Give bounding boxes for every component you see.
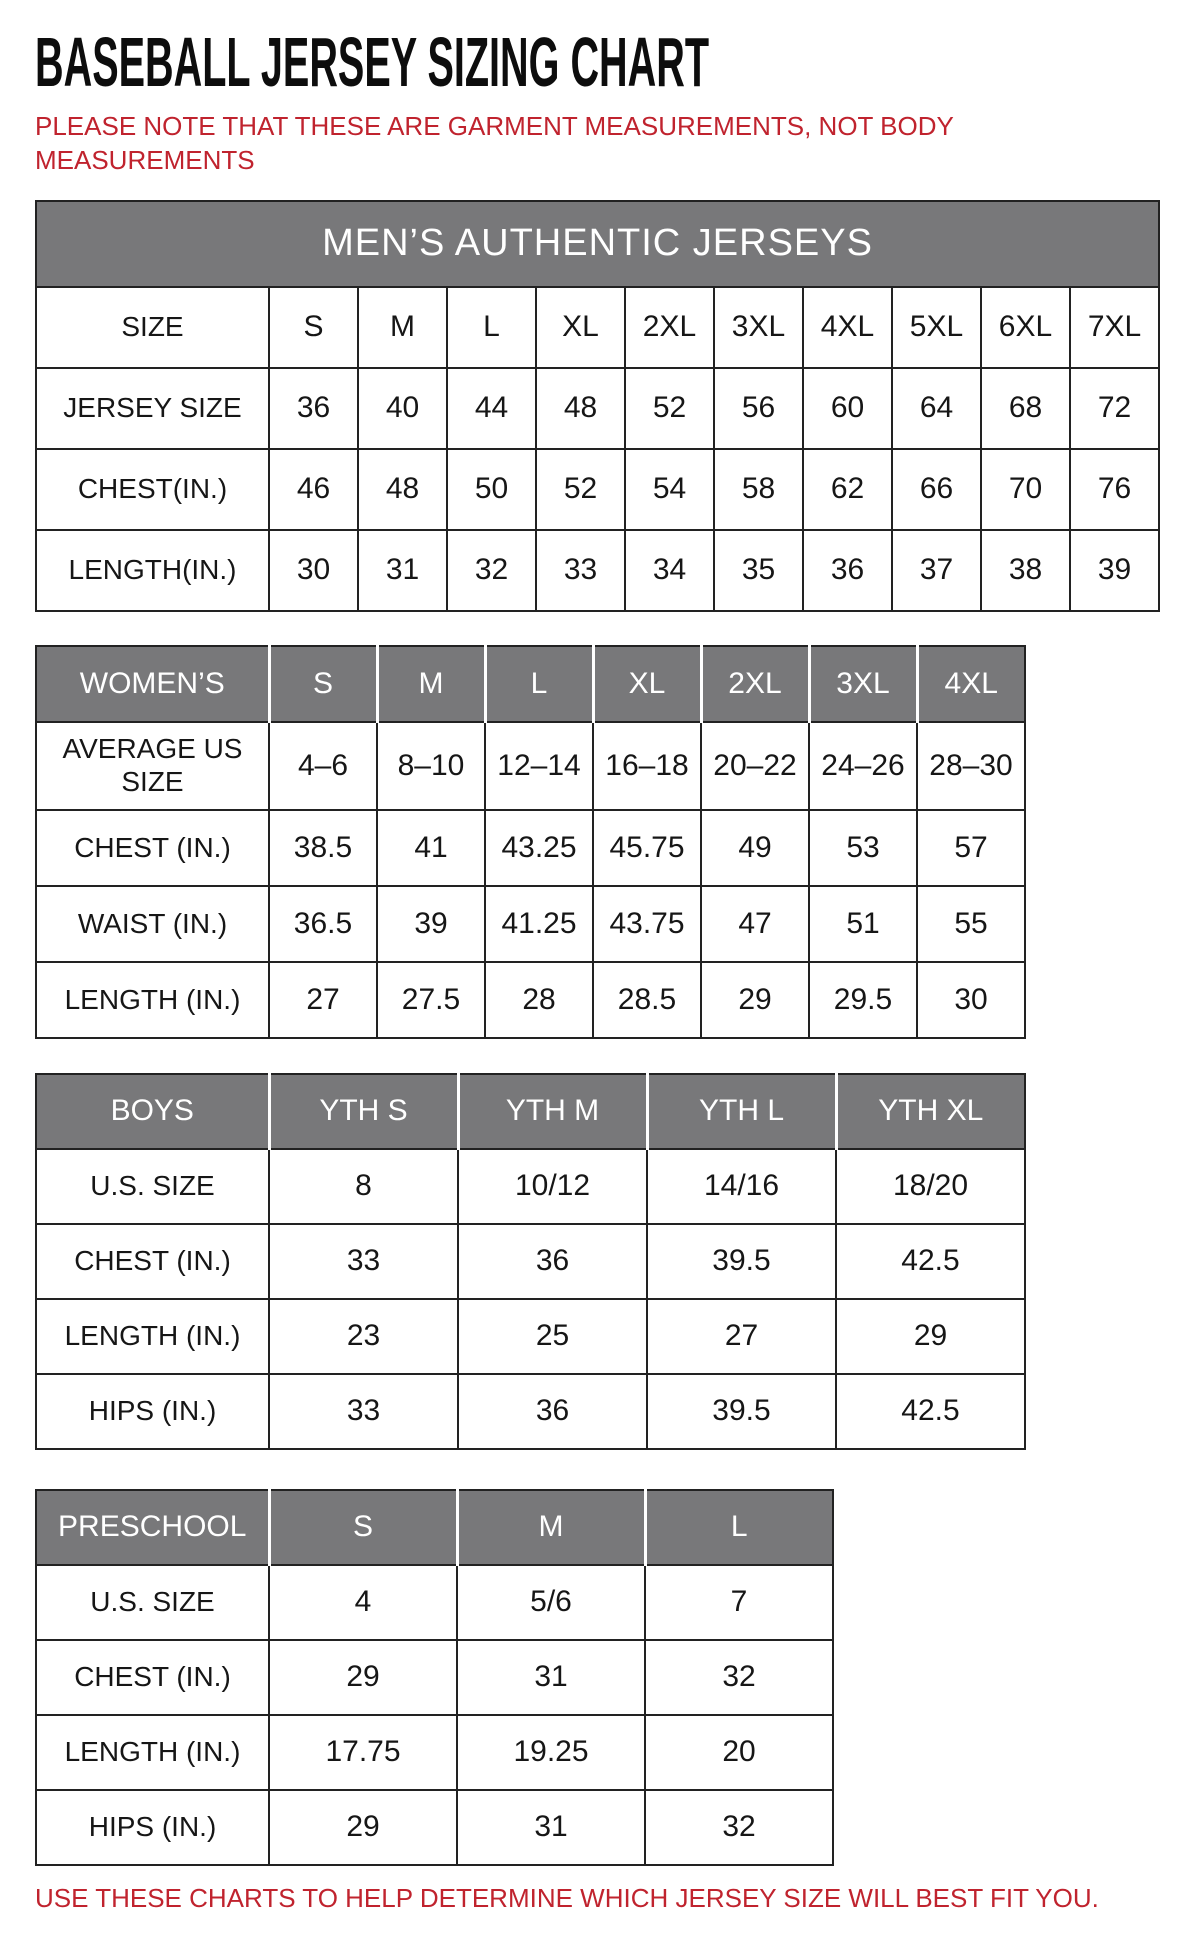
- row-label: CHEST (IN.): [36, 1224, 269, 1299]
- size-value: 35: [714, 530, 803, 611]
- size-value: L: [447, 287, 536, 368]
- size-value: 20: [645, 1715, 833, 1790]
- size-value: 17.75: [269, 1715, 457, 1790]
- size-value: 31: [457, 1790, 645, 1865]
- size-value: 39.5: [647, 1224, 836, 1299]
- size-value: 3XL: [714, 287, 803, 368]
- size-value: 68: [981, 368, 1070, 449]
- table-row: [36, 1640, 833, 1715]
- size-value: 4: [269, 1565, 457, 1640]
- size-value: 40: [358, 368, 447, 449]
- size-value: 33: [269, 1374, 458, 1449]
- size-value: 20–22: [701, 722, 809, 810]
- size-value: 30: [917, 962, 1025, 1038]
- row-label: AVERAGE US SIZE: [36, 722, 269, 810]
- size-value: 55: [917, 886, 1025, 962]
- size-value: 4–6: [269, 722, 377, 810]
- size-value: 4XL: [803, 287, 892, 368]
- garment-measurement-note: PLEASE NOTE THAT THESE ARE GARMENT MEASUREMENTS, NOT BODY MEASUREMENTS: [35, 111, 954, 175]
- table-row: [36, 1224, 1025, 1299]
- size-value: 27: [269, 962, 377, 1038]
- size-value: 38.5: [269, 810, 377, 886]
- table-row: [36, 810, 1025, 886]
- row-label: LENGTH (IN.): [36, 1715, 269, 1790]
- size-value: 27.5: [377, 962, 485, 1038]
- table-row: [36, 1790, 833, 1865]
- size-value: 32: [645, 1640, 833, 1715]
- size-value: 32: [645, 1790, 833, 1865]
- size-value: 48: [536, 368, 625, 449]
- size-value: 28: [485, 962, 593, 1038]
- size-value: 29: [269, 1640, 457, 1715]
- mens-sizing-table: [35, 200, 1160, 612]
- size-value: 25: [458, 1299, 647, 1374]
- size-value: 64: [892, 368, 981, 449]
- size-column-header: YTH S: [269, 1074, 458, 1149]
- page-title-text: BASEBALL JERSEY SIZING CHART: [35, 22, 710, 101]
- size-value: 44: [447, 368, 536, 449]
- size-value: 31: [457, 1640, 645, 1715]
- size-value: 58: [714, 449, 803, 530]
- row-label: U.S. SIZE: [36, 1565, 269, 1640]
- page-title: [35, 22, 1185, 101]
- size-value: 42.5: [836, 1224, 1025, 1299]
- row-label: LENGTH(IN.): [36, 530, 269, 611]
- size-value: 29: [701, 962, 809, 1038]
- boys-sizing-table: [35, 1073, 1026, 1450]
- size-value: 50: [447, 449, 536, 530]
- size-value: 43.25: [485, 810, 593, 886]
- size-column-header: YTH XL: [836, 1074, 1025, 1149]
- size-value: 7XL: [1070, 287, 1159, 368]
- size-value: M: [358, 287, 447, 368]
- size-value: 37: [892, 530, 981, 611]
- size-value: 46: [269, 449, 358, 530]
- table-row: [36, 962, 1025, 1038]
- row-label: LENGTH (IN.): [36, 962, 269, 1038]
- size-column-header: L: [645, 1490, 833, 1565]
- table-row: [36, 1715, 833, 1790]
- size-value: 24–26: [809, 722, 917, 810]
- size-value: 43.75: [593, 886, 701, 962]
- size-value: 36: [458, 1374, 647, 1449]
- size-value: 27: [647, 1299, 836, 1374]
- size-value: 36.5: [269, 886, 377, 962]
- size-value: 29: [269, 1790, 457, 1865]
- row-label: JERSEY SIZE: [36, 368, 269, 449]
- table-row: [36, 722, 1025, 810]
- size-column-header: 2XL: [701, 646, 809, 722]
- size-value: S: [269, 287, 358, 368]
- size-value: 8–10: [377, 722, 485, 810]
- table-header-row: [36, 1074, 1025, 1149]
- size-column-header: 3XL: [809, 646, 917, 722]
- size-value: 36: [803, 530, 892, 611]
- row-label: CHEST(IN.): [36, 449, 269, 530]
- size-column-header: M: [377, 646, 485, 722]
- row-label: WAIST (IN.): [36, 886, 269, 962]
- size-column-header: M: [457, 1490, 645, 1565]
- row-label: HIPS (IN.): [36, 1374, 269, 1449]
- size-value: 47: [701, 886, 809, 962]
- size-value: 10/12: [458, 1149, 647, 1224]
- size-value: 72: [1070, 368, 1159, 449]
- size-value: 29: [836, 1299, 1025, 1374]
- table-banner-row: [36, 201, 1159, 287]
- table-row: [36, 449, 1159, 530]
- size-column-header: XL: [593, 646, 701, 722]
- size-value: 41.25: [485, 886, 593, 962]
- size-value: 14/16: [647, 1149, 836, 1224]
- womens-sizing-table: [35, 645, 1026, 1039]
- row-label: SIZE: [36, 287, 269, 368]
- size-value: 12–14: [485, 722, 593, 810]
- size-value: 18/20: [836, 1149, 1025, 1224]
- table-header-row: [36, 646, 1025, 722]
- size-value: 48: [358, 449, 447, 530]
- size-value: 49: [701, 810, 809, 886]
- size-value: 70: [981, 449, 1070, 530]
- size-value: 7: [645, 1565, 833, 1640]
- size-value: 39: [1070, 530, 1159, 611]
- table-title-cell: WOMEN’S: [36, 646, 269, 722]
- table-header-row: [36, 1490, 833, 1565]
- size-value: 39.5: [647, 1374, 836, 1449]
- size-value: 6XL: [981, 287, 1070, 368]
- size-value: 23: [269, 1299, 458, 1374]
- size-value: 5XL: [892, 287, 981, 368]
- size-value: 33: [269, 1224, 458, 1299]
- size-value: 32: [447, 530, 536, 611]
- size-value: 52: [625, 368, 714, 449]
- size-value: 41: [377, 810, 485, 886]
- size-value: XL: [536, 287, 625, 368]
- size-value: 8: [269, 1149, 458, 1224]
- table-row: [36, 886, 1025, 962]
- size-value: 33: [536, 530, 625, 611]
- table-title-cell: BOYS: [36, 1074, 269, 1149]
- size-value: 42.5: [836, 1374, 1025, 1449]
- size-column-header: YTH L: [647, 1074, 836, 1149]
- table-row: [36, 1374, 1025, 1449]
- row-label: LENGTH (IN.): [36, 1299, 269, 1374]
- size-value: 66: [892, 449, 981, 530]
- size-value: 30: [269, 530, 358, 611]
- table-row: [36, 1149, 1025, 1224]
- size-value: 60: [803, 368, 892, 449]
- size-value: 76: [1070, 449, 1159, 530]
- size-column-header: S: [269, 1490, 457, 1565]
- size-value: 54: [625, 449, 714, 530]
- table-row: [36, 368, 1159, 449]
- table-row: [36, 1299, 1025, 1374]
- size-value: 29.5: [809, 962, 917, 1038]
- size-value: 31: [358, 530, 447, 611]
- size-value: 38: [981, 530, 1070, 611]
- size-value: 19.25: [457, 1715, 645, 1790]
- row-label: CHEST (IN.): [36, 810, 269, 886]
- size-column-header: S: [269, 646, 377, 722]
- size-value: 52: [536, 449, 625, 530]
- size-column-header: 4XL: [917, 646, 1025, 722]
- preschool-sizing-table: [35, 1489, 834, 1866]
- row-label: U.S. SIZE: [36, 1149, 269, 1224]
- size-value: 16–18: [593, 722, 701, 810]
- size-value: 51: [809, 886, 917, 962]
- table-title-cell: PRESCHOOL: [36, 1490, 269, 1565]
- table-row: [36, 287, 1159, 368]
- size-value: 57: [917, 810, 1025, 886]
- size-value: 28.5: [593, 962, 701, 1038]
- table-row: [36, 530, 1159, 611]
- mens-table-banner: MEN’S AUTHENTIC JERSEYS: [36, 201, 1159, 287]
- size-value: 34: [625, 530, 714, 611]
- fit-advice-footer: USE THESE CHARTS TO HELP DETERMINE WHICH JERSEY SIZE WILL BEST FIT YOU.: [35, 1882, 1099, 1913]
- row-label: CHEST (IN.): [36, 1640, 269, 1715]
- size-value: 28–30: [917, 722, 1025, 810]
- size-value: 36: [269, 368, 358, 449]
- size-value: 56: [714, 368, 803, 449]
- table-row: [36, 1565, 833, 1640]
- size-column-header: YTH M: [458, 1074, 647, 1149]
- size-value: 45.75: [593, 810, 701, 886]
- size-value: 36: [458, 1224, 647, 1299]
- size-value: 39: [377, 886, 485, 962]
- size-value: 62: [803, 449, 892, 530]
- row-label: HIPS (IN.): [36, 1790, 269, 1865]
- size-value: 5/6: [457, 1565, 645, 1640]
- size-value: 2XL: [625, 287, 714, 368]
- size-value: 53: [809, 810, 917, 886]
- size-column-header: L: [485, 646, 593, 722]
